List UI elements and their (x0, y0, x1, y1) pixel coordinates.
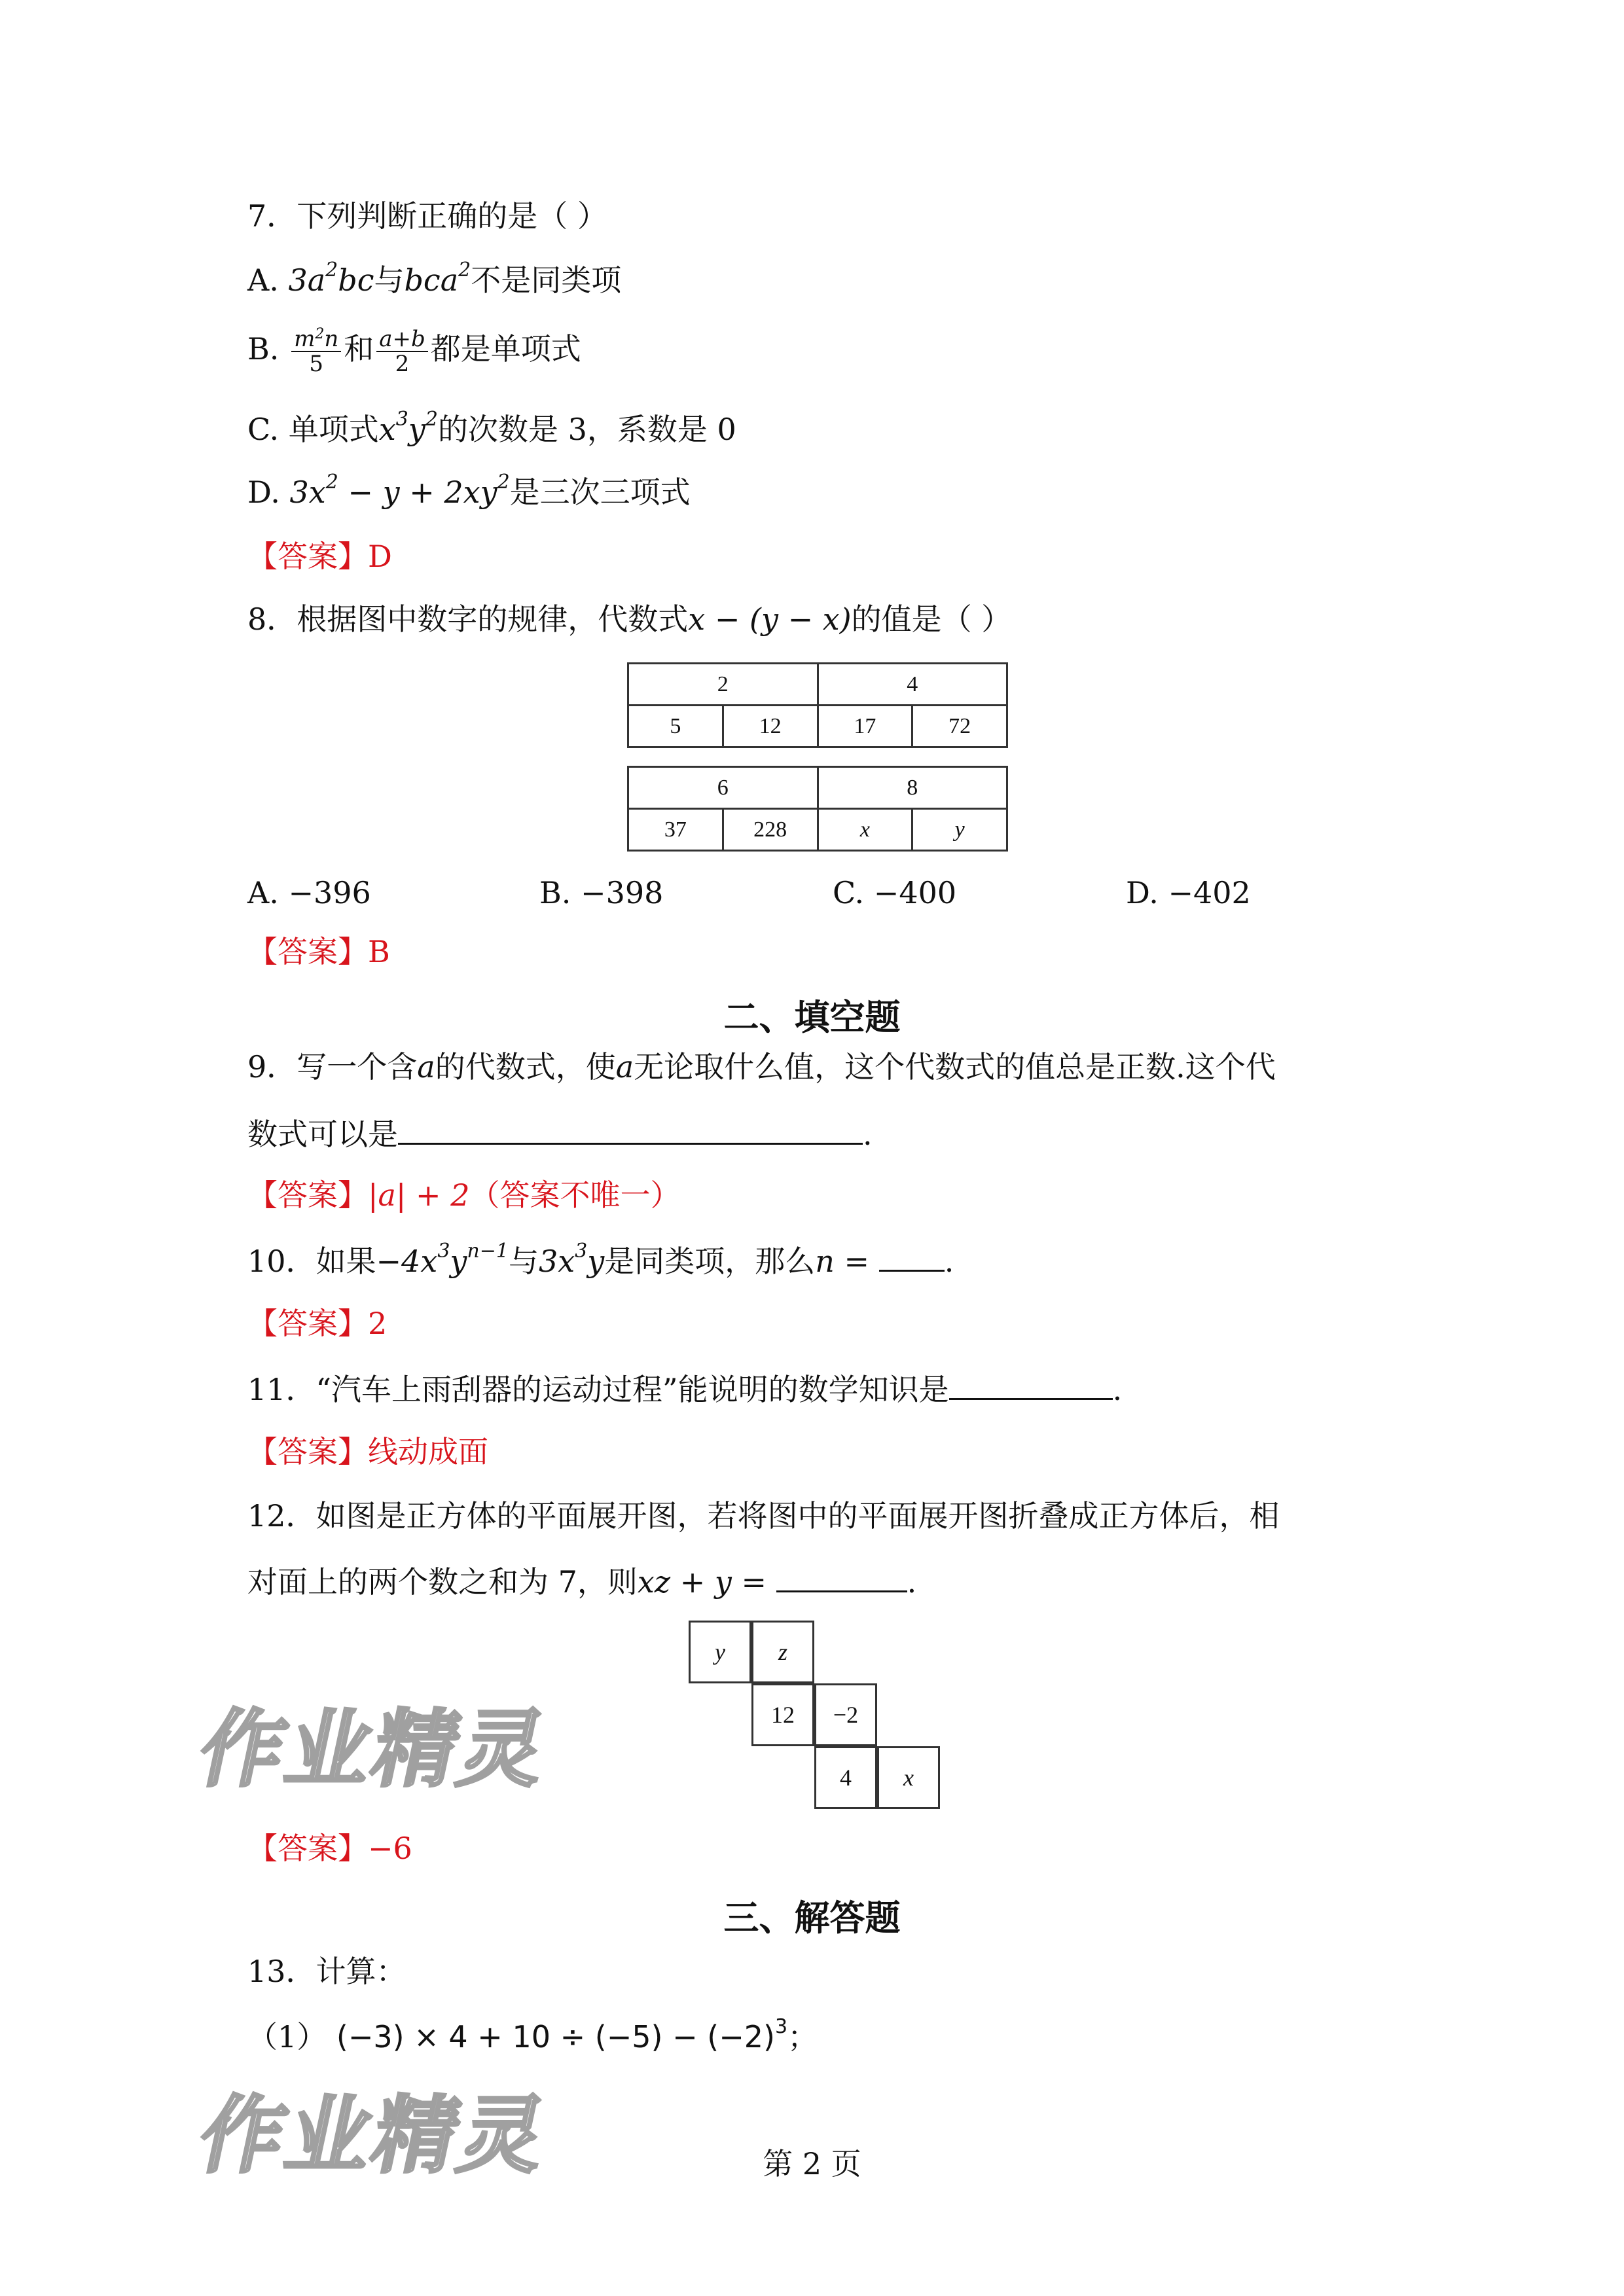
table-cell: 12 (723, 706, 818, 747)
page-footer: 第 2 页 (763, 2146, 861, 2181)
q7-option-c: C. 单项式$x^3y^2$的次数是 3，系数是 0 (247, 408, 736, 447)
answer-blank (398, 1113, 863, 1145)
net-cell-y: y (689, 1621, 751, 1683)
net-cell-neg2: −2 (814, 1683, 877, 1746)
q8-option-d: D. −402 (1126, 875, 1251, 910)
q8-stem: 8．根据图中数字的规律，代数式x − (y − x)的值是（ ） (247, 601, 1012, 637)
q8-table-2 (627, 766, 1008, 852)
q13-part1: （1） $(-3) \times 4 + 10 \div (-5) - (-2)^3$； (247, 2015, 818, 2054)
watermark: 作业精灵 (190, 1701, 558, 1799)
q12-line1: 12．如图是正方体的平面展开图，若将图中的平面展开图折叠成正方体后，相 (247, 1498, 1280, 1534)
q11-answer: 【答案】线动成面 (247, 1434, 488, 1469)
q7-option-b: B. $\frac{m^2n}{5}$ 和 $\frac{a+b}{2}$ 都是单项式 (247, 326, 581, 377)
q8-option-a: A. −396 (247, 875, 371, 910)
q12-answer: 【答案】−6 (247, 1831, 412, 1866)
net-cell-z: z (751, 1621, 814, 1683)
watermark: 作业精灵 (190, 2087, 558, 2185)
q8-option-b: B. −398 (539, 875, 664, 910)
q8-answer: 【答案】B (247, 934, 390, 969)
table-cell: 4 (818, 664, 1007, 706)
q7-option-a: A. $3a^2bc$与bca$^2$不是同类项 (247, 259, 622, 298)
table-cell: 5 (628, 706, 723, 747)
net-cell-4: 4 (814, 1746, 877, 1809)
q8-table-1 (627, 662, 1008, 748)
q10-answer: 【答案】2 (247, 1306, 388, 1341)
net-cell-12: 12 (751, 1683, 814, 1746)
answer-blank (776, 1560, 907, 1592)
table-cell: x (818, 809, 912, 851)
answer-blank (949, 1368, 1113, 1400)
table-cell: 2 (628, 664, 818, 706)
table-cell: 72 (912, 706, 1007, 747)
q9-line2: 数式可以是 . (247, 1113, 873, 1154)
table-cell: 6 (628, 767, 818, 809)
section-heading-2: 二、填空题 (723, 997, 901, 1038)
table-cell: 8 (818, 767, 1007, 809)
table-cell: 17 (818, 706, 912, 747)
table-cell: y (912, 809, 1007, 851)
q8-option-c: C. −400 (833, 875, 957, 910)
q10-stem: 10．如果$-4x^3y^{n-1}$与$3x^3y$是同类项，那么n = . (247, 1240, 954, 1279)
q13-stem: 13．计算： (247, 1954, 406, 1989)
net-cell-x: x (877, 1746, 940, 1809)
q11-stem: 11．“汽车上雨刮器的运动过程”能说明的数学知识是 . (247, 1368, 1122, 1409)
q7-option-d: D. $3x^2 - y + 2xy^2$是三次三项式 (247, 471, 691, 510)
table-cell: 37 (628, 809, 723, 851)
q7-stem: 7．下列判断正确的是（ ） (247, 198, 607, 234)
q7-answer: 【答案】D (247, 539, 392, 574)
q12-line2: 对面上的两个数之和为 7，则xz + y = . (247, 1560, 916, 1602)
section-heading-3: 三、解答题 (723, 1897, 901, 1939)
q9-answer: 【答案】|a| + 2（答案不唯一） (247, 1177, 681, 1213)
answer-blank (879, 1240, 945, 1272)
q9-line1: 9．写一个含a的代数式，使a无论取什么值，这个代数式的值总是正数.这个代 (247, 1049, 1276, 1085)
table-cell: 228 (723, 809, 818, 851)
